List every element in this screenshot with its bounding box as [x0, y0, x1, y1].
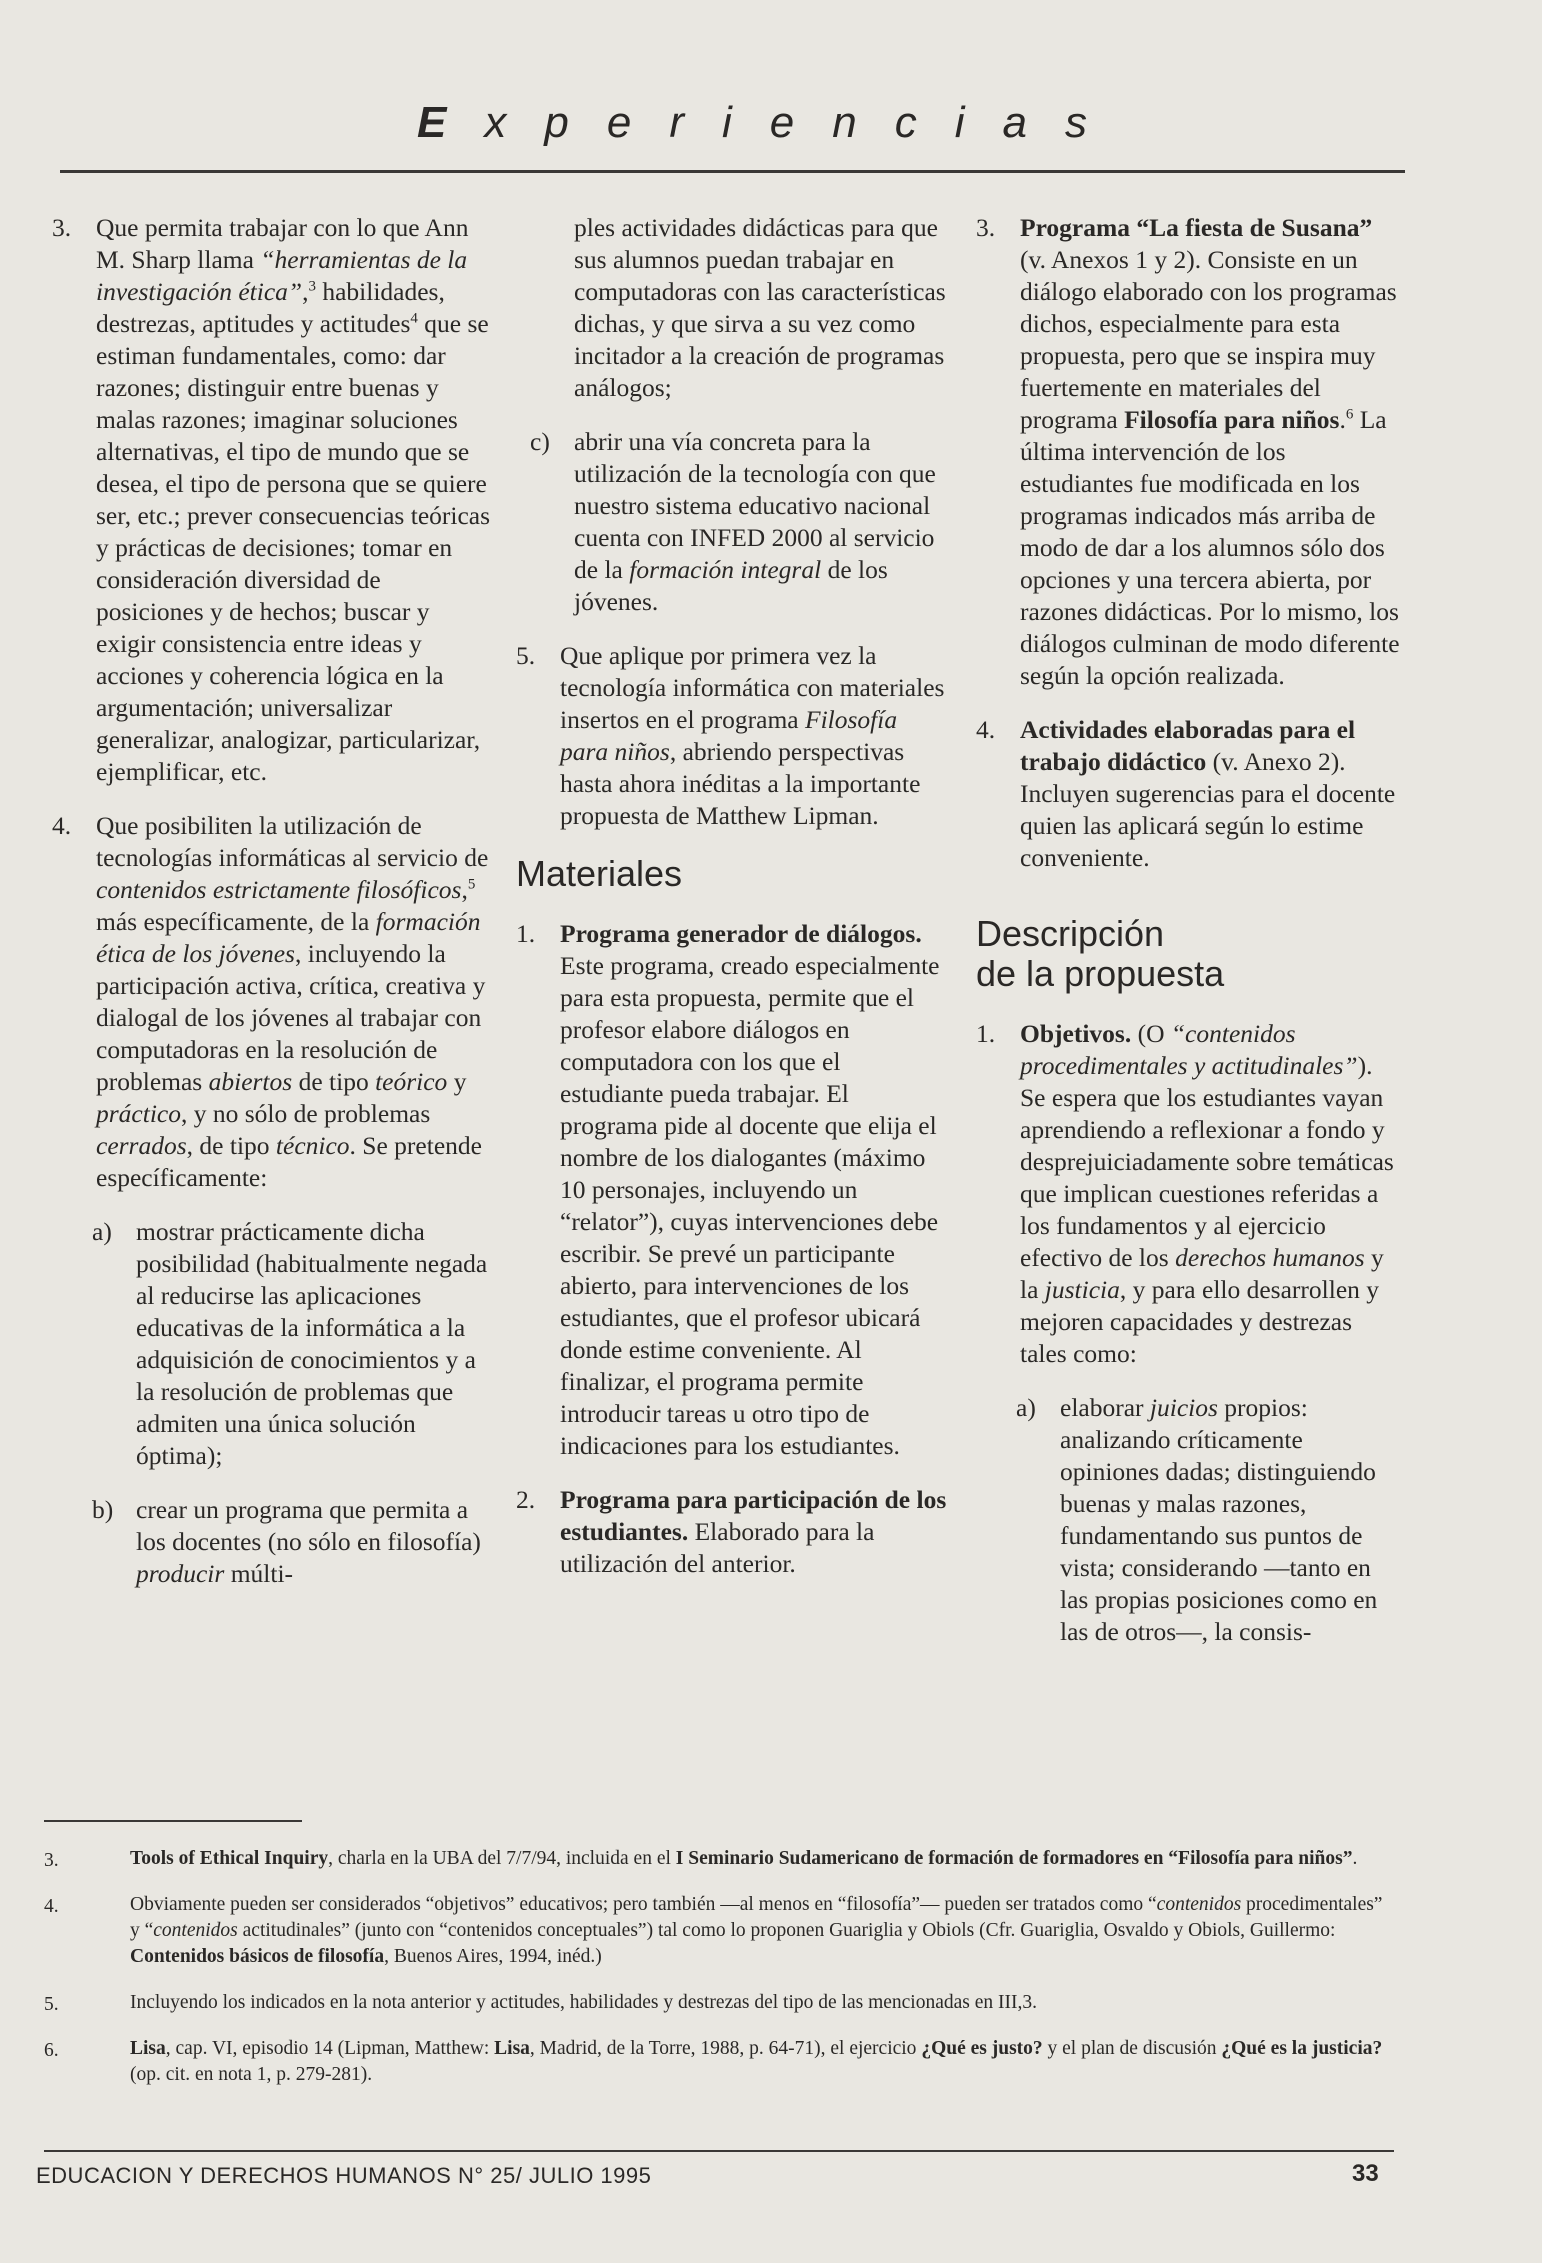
list-item: 2. Programa para participación de los estudiantes. Elaborado para la utilización del anterior.	[516, 1485, 947, 1578]
footnote-rule	[44, 1820, 302, 1822]
page-number: 33	[1352, 2160, 1379, 2187]
materiales-heading: Materiales	[516, 853, 683, 894]
sub-item-a: a) elaborar juicios propios: analizando críticamente opiniones dadas; distinguiendo buenas y malas razones, fundamentando sus puntos de vista; considerando —tanto en las propias posiciones como en las de otros—, la consis-	[1016, 1393, 1378, 1646]
list-item: 5. Que aplique por primera vez la tecnología informática con materiales insertos en el programa Filosofía para niños, abriendo perspectivas hasta ahora inéditas a la importante propuesta de Matthew Lipman.	[516, 641, 945, 830]
list-item: 1. Programa generador de diálogos. Este programa, creado especialmente para esta propuesta, permite que el profesor elabore diálogos en computadora con los que el estudiante pueda trabajar. El programa pide al docente que elija el nombre de los dialogantes (máximo 10 personajes, incluyendo un “relator”), cuyas intervenciones debe escribir. Se prevé un participante abierto, para intervenciones de los estudiantes, que el profesor ubicará donde estime conveniente. Al finalizar, el programa permite introducir tareas u otro tipo de indicaciones para los estudiantes.	[516, 919, 940, 1460]
column-3	[976, 212, 1404, 1670]
sub-item-c: c) abrir una vía concreta para la utilización de la tecnología con que nuestro sistema educativo nacional cuenta con INFED 2000 al servicio de la formación integral de los jóvenes.	[530, 427, 936, 616]
list-item: 4. Actividades elaboradas para el trabajo didáctico (v. Anexo 2). Incluyen sugerencias para el docente quien las aplicará según lo estime conveniente.	[976, 715, 1396, 872]
sub-item-b: b) crear un programa que permita a los docentes (no sólo en filosofía) producir múlti-	[92, 1495, 481, 1588]
footnote-5: 5. Incluyendo los indicados en la nota anterior y actitudes, habilidades y destrezas del tipo de las mencionadas en III,3.	[44, 1992, 1037, 2015]
footer-rule	[44, 2150, 1394, 2152]
sub-item-b-continued: ples actividades didácticas para que sus alumnos puedan trabajar en computadoras con las características dichas, y que sirva a su vez como incitador a la creación de programas análogos;	[574, 213, 946, 402]
journal-name: EDUCACION Y DERECHOS HUMANOS N° 25/ JULIO 1995	[36, 2163, 652, 2188]
column-1	[52, 212, 492, 1612]
section-header: Experiencias	[417, 98, 1125, 147]
list-item: 1. Objetivos. (O “contenidos procedimentales y actitudinales”). Se espera que los estudiantes vayan aprendiendo a reflexionar a fondo y desprejuiciadamente sobre temáticas que implican cuestiones referidas a los fundamentos y al ejercicio efectivo de los derechos humanos y la justicia, y para ello desarrollen y mejoren capacidades y destrezas tales como:	[976, 1019, 1394, 1368]
footnotes	[44, 1846, 1394, 2108]
footnote-6: 6. Lisa, cap. VI, episodio 14 (Lipman, Matthew: Lisa, Madrid, de la Torre, 1988, p. 64-71), el ejercicio ¿Qué es justo? y el plan de discusión ¿Qué es la justicia? (op. cit. en nota 1, p. 279-281).	[44, 2038, 1383, 2085]
list-item: 3. Que permita trabajar con lo que Ann M. Sharp llama “herramientas de la investigación ética”,$^3$ habilidades, destrezas, aptitudes y actitudes$^4$ que se estiman fundamentales, como: dar razones; distinguir entre buenas y malas razones; imaginar soluciones alternativas, el tipo de mundo que se desea, el tipo de persona que se quiere ser, etc.; prever consecuencias teóricas y prácticas de decisiones; tomar en consideración diversidad de posiciones y de hechos; buscar y exigir consistencia entre ideas y acciones y coherencia lógica en la argumentación; universalizar generalizar, analogizar, particularizar, ejemplificar, etc.	[52, 213, 491, 786]
list-item: 4. Que posibiliten la utilización de tecnologías informáticas al servicio de contenidos estrictamente filosóficos,$^5$ más específicamente, de la formación ética de los jóvenes, incluyendo la participación activa, crítica, creativa y dialogal de los jóvenes al trabajar con computadoras en la resolución de problemas abiertos de tipo teórico y práctico, y no sólo de problemas cerrados, de tipo técnico. Se pretende específicamente:	[52, 811, 489, 1192]
footnote-4: 4. Obviamente pueden ser considerados “objetivos” educativos; pero también —al menos en “filosofía”— pueden ser tratados como “contenidos procedimentales” y “contenidos actitudinales” (junto con “contenidos conceptuales”) tal como lo proponen Guariglia y Obiols (Cfr. Guariglia, Osvaldo y Obiols, Guillermo: Contenidos básicos de filosofía, Buenos Aires, 1994, inéd.)	[44, 1894, 1383, 1967]
footnote-3: 3. Tools of Ethical Inquiry, charla en la UBA del 7/7/94, incluida en el I Seminario Sudamericano de formación de formadores en “Filosofía para niños”.	[44, 1848, 1358, 1871]
column-2	[516, 212, 948, 1602]
list-item: 3. Programa “La fiesta de Susana” (v. Anexos 1 y 2). Consiste en un diálogo elaborado con los programas dichos, especialmente para esta propuesta, pero que se inspira muy fuertemente en materiales del programa Filosofía para niños.$^6$ La última intervención de los estudiantes fue modificada en los programas indicados más arriba de modo de dar a los alumnos sólo dos opciones y una tercera abierta, por razones didácticas. Por lo mismo, los diálogos culminan de modo diferente según la opción realizada.	[976, 213, 1400, 690]
descripcion-heading: Descripción de la propuesta	[976, 913, 1225, 994]
header-rule	[60, 170, 1405, 173]
sub-item-a: a) mostrar prácticamente dicha posibilidad (habitualmente negada al reducirse las aplicaciones educativas de la informática a la adquisición de conocimientos y a la resolución de problemas que admiten una única solución óptima);	[92, 1217, 488, 1470]
